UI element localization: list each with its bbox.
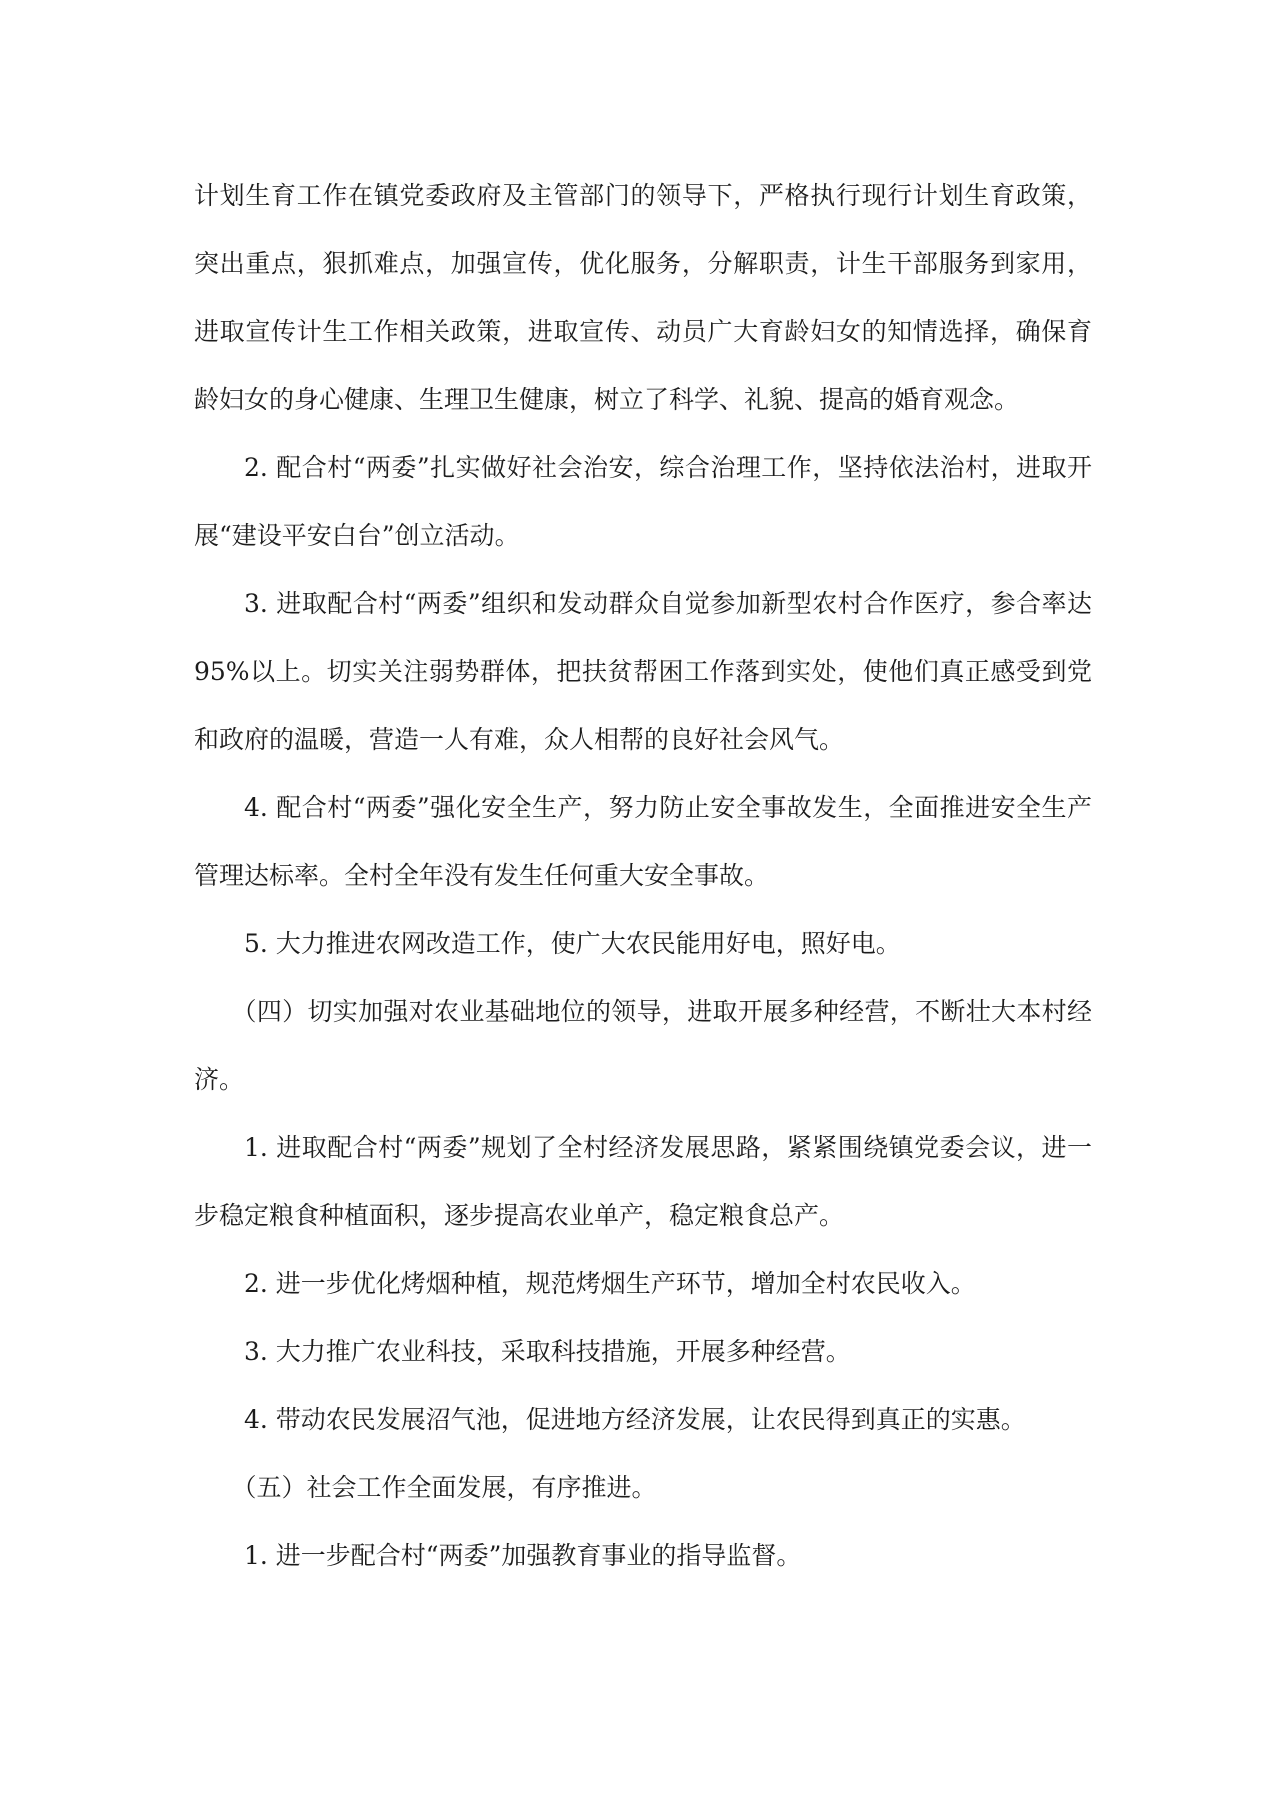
paragraph-item-1-education: 1. 进一步配合村“两委”加强教育事业的指导监督。 [244,1541,802,1570]
section-heading-5-social-work: （五）社会工作全面发展，有序推进。 [231,1473,657,1502]
paragraph-item-4-biogas: 4. 带动农民发展沼气池，促进地方经济发展，让农民得到真正的实惠。 [244,1405,1026,1434]
section-heading-4-agriculture: （四）切实加强对农业基础地位的领导，进取开展多种经营，不断壮大本村经济。 [194,997,1092,1094]
paragraph-item-5-power-grid: 5. 大力推进农网改造工作，使广大农民能用好电，照好电。 [244,929,901,958]
paragraph-item-1-economic-plan: 1. 进取配合村“两委”规划了全村经济发展思路，紧紧围绕镇党委会议，进一步稳定粮食种植面积，逐步提高农业单产，稳定粮食总产。 [194,1133,1092,1230]
paragraph-item-2-public-security: 2. 配合村“两委”扎实做好社会治安，综合治理工作，坚持依法治村，进取开展“建设平安白台”创立活动。 [194,453,1092,550]
paragraph-item-2-tobacco: 2. 进一步优化烤烟种植，规范烤烟生产环节，增加全村农民收入。 [244,1269,976,1298]
paragraph-item-4-safety-production: 4. 配合村“两委”强化安全生产，努力防止安全事故发生，全面推进安全生产管理达标率。全村全年没有发生任何重大安全事故。 [194,793,1092,890]
paragraph-family-planning: 计划生育工作在镇党委政府及主管部门的领导下，严格执行现行计划生育政策，突出重点，狠抓难点，加强宣传，优化服务，分解职责，计生干部服务到家用，进取宣传计生工作相关政策，进取宣传、动员广大育龄妇女的知情选择，确保育龄妇女的身心健康、生理卫生健康，树立了科学、礼貌、提高的婚育观念。 [194,181,1092,414]
paragraph-item-3-agri-tech: 3. 大力推广农业科技，采取科技措施，开展多种经营。 [244,1337,851,1366]
paragraph-item-3-cooperative-medical: 3. 进取配合村“两委”组织和发动群众自觉参加新型农村合作医疗，参合率达95%以上。切实关注弱势群体，把扶贫帮困工作落到实处，使他们真正感受到党和政府的温暖，营造一人有难，众人相帮的良好社会风气。 [194,589,1092,754]
